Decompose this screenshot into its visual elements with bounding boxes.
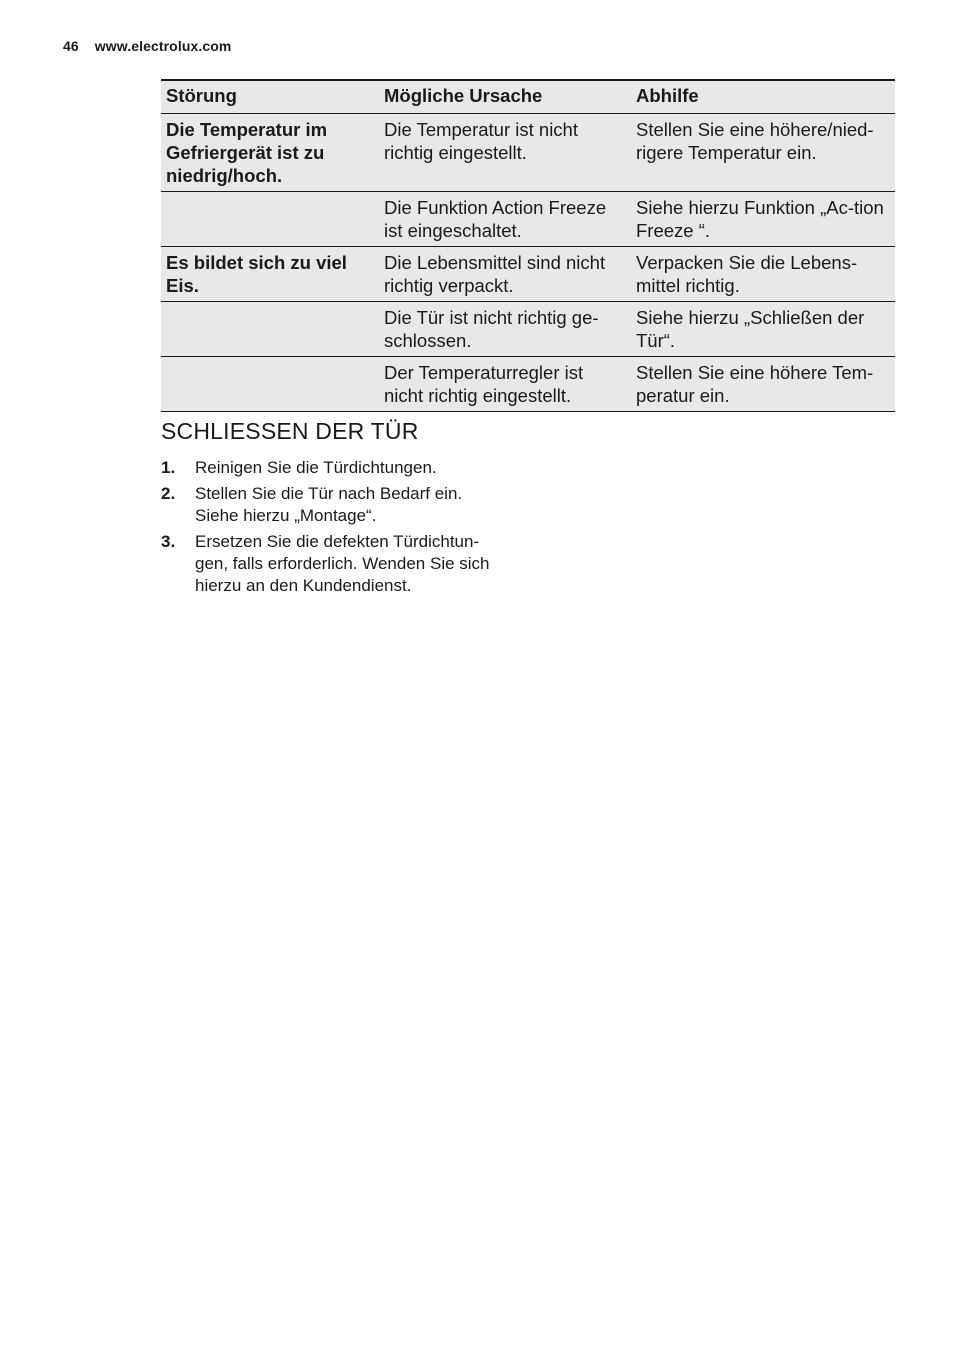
table-row — [161, 192, 895, 247]
page-header — [63, 38, 231, 54]
cause-cell: Die Funktion Action Freeze ist eingeschaltet. — [384, 197, 607, 241]
step-text: Reinigen Sie die Türdichtungen. — [195, 458, 437, 477]
list-item — [161, 531, 521, 597]
fault-cell — [161, 302, 379, 357]
column-header-cause: Mögliche Ursache — [384, 85, 543, 106]
cause-cell: Die Lebensmittel sind nicht richtig verpackt. — [384, 252, 606, 296]
fault-cell — [161, 357, 379, 412]
page-number: 46 — [63, 38, 79, 54]
step-number: 2. — [161, 484, 176, 503]
remedy-cell: Siehe hierzu „Schließen der Tür“. — [636, 307, 865, 351]
remedy-cell: Verpacken Sie die Lebens-mittel richtig. — [636, 252, 858, 296]
website-url: www.electrolux.com — [94, 38, 232, 54]
remedy-cell: Stellen Sie eine höhere Tem-peratur ein. — [636, 362, 874, 406]
column-header-fault: Störung — [166, 85, 237, 106]
cause-cell: Die Tür ist nicht richtig ge-schlossen. — [384, 307, 599, 351]
troubleshooting-table — [161, 79, 895, 412]
step-text: Stellen Sie die Tür nach Bedarf ein. Siehe hierzu „Montage“. — [195, 484, 463, 525]
steps-list — [161, 457, 521, 601]
list-item — [161, 457, 521, 479]
list-item — [161, 483, 521, 527]
column-header-remedy: Abhilfe — [636, 85, 699, 106]
fault-cell: Es bildet sich zu viel Eis. — [166, 252, 347, 296]
cause-cell: Der Temperaturregler ist nicht richtig eingestellt. — [384, 362, 584, 406]
step-text: Ersetzen Sie die defekten Türdichtun- gen, falls erforderlich. Wenden Sie sich hierzu an den Kundendienst. — [195, 532, 490, 595]
table-row — [161, 302, 895, 357]
table-row — [161, 114, 895, 192]
remedy-cell: Stellen Sie eine höhere/nied-rigere Temperatur ein. — [636, 119, 874, 163]
fault-cell: Die Temperatur im Gefriergerät ist zu niedrig/hoch. — [166, 119, 328, 186]
step-number: 1. — [161, 458, 176, 477]
step-number: 3. — [161, 532, 176, 551]
table-header-row — [161, 80, 895, 114]
fault-cell — [161, 192, 379, 247]
table-row — [161, 357, 895, 412]
cause-cell: Die Temperatur ist nicht richtig eingestellt. — [384, 119, 578, 163]
section-title: SCHLIESSEN DER TÜR — [161, 418, 419, 444]
table-row — [161, 247, 895, 302]
remedy-cell: Siehe hierzu Funktion „Ac-tion Freeze “. — [636, 197, 884, 241]
